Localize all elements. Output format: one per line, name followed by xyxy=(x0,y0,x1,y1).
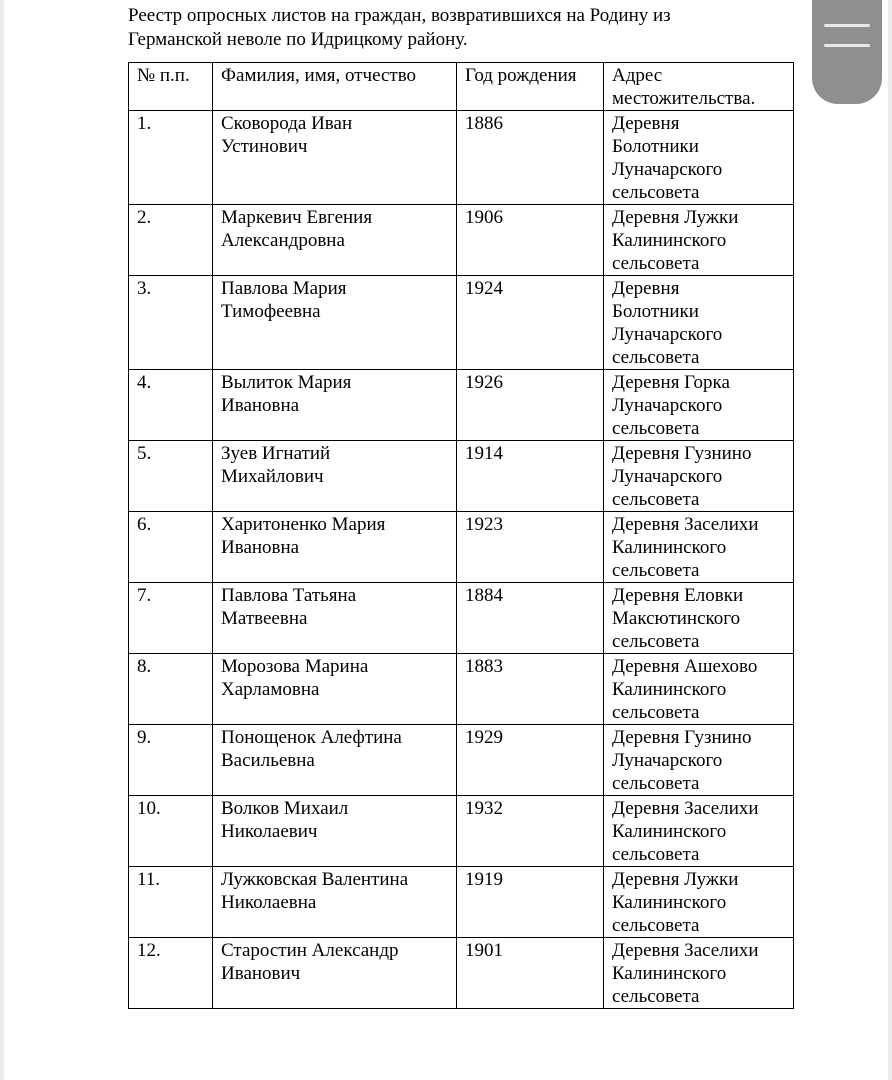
cell-name xyxy=(213,583,457,654)
name-line: Понощенок Алефтина xyxy=(221,727,402,748)
menu-button[interactable] xyxy=(812,0,882,104)
hamburger-menu-icon xyxy=(824,44,870,47)
cell-address xyxy=(604,111,794,205)
address-line: Деревня xyxy=(612,278,680,299)
address-line: Деревня Заселихи xyxy=(612,798,759,819)
name-line: Николаевич xyxy=(221,821,318,842)
cell-address xyxy=(604,583,794,654)
name-line: Вылиток Мария xyxy=(221,372,352,393)
cell-name xyxy=(213,205,457,276)
table-row xyxy=(129,370,794,441)
address-line: Деревня xyxy=(612,113,680,134)
address-line: сельсовета xyxy=(612,631,700,652)
cell-year: 1923 xyxy=(457,512,604,583)
address-line: Деревня Заселихи xyxy=(612,940,759,961)
address-line: Калининского xyxy=(612,963,727,984)
address-line: Луначарского xyxy=(612,750,723,771)
address-line: Калининского xyxy=(612,892,727,913)
title-line: Германской неволе по Идрицкому району. xyxy=(128,29,468,50)
table-row xyxy=(129,583,794,654)
cell-address xyxy=(604,867,794,938)
cell-year: 1901 xyxy=(457,938,604,1009)
cell-name xyxy=(213,276,457,370)
title-line: Реестр опросных листов на граждан, возвратившихся на Родину из xyxy=(128,5,671,26)
header-num: № п.п. xyxy=(129,63,213,111)
table-header-row xyxy=(129,63,794,111)
header-address xyxy=(604,63,794,111)
name-line: Павлова Татьяна xyxy=(221,585,357,606)
name-line: Морозова Марина xyxy=(221,656,369,677)
cell-name xyxy=(213,441,457,512)
name-line: Николаевна xyxy=(221,892,317,913)
cell-num: 12. xyxy=(129,938,213,1009)
cell-address xyxy=(604,370,794,441)
document-page xyxy=(4,0,888,1080)
address-line: сельсовета xyxy=(612,560,700,581)
cell-name xyxy=(213,725,457,796)
table-row xyxy=(129,111,794,205)
cell-num: 2. xyxy=(129,205,213,276)
cell-name xyxy=(213,111,457,205)
cell-num: 1. xyxy=(129,111,213,205)
cell-year: 1884 xyxy=(457,583,604,654)
cell-name xyxy=(213,938,457,1009)
table-row xyxy=(129,512,794,583)
name-line: Зуев Игнатий xyxy=(221,443,331,464)
name-line: Харламовна xyxy=(221,679,320,700)
table-row xyxy=(129,938,794,1009)
name-line: Матвеевна xyxy=(221,608,308,629)
cell-num: 5. xyxy=(129,441,213,512)
address-line: Луначарского xyxy=(612,324,723,345)
table-body xyxy=(129,111,794,1009)
name-line: Лужковская Валентина xyxy=(221,869,409,890)
cell-year: 1886 xyxy=(457,111,604,205)
address-line: сельсовета xyxy=(612,253,700,274)
cell-num: 3. xyxy=(129,276,213,370)
cell-num: 7. xyxy=(129,583,213,654)
name-line: Иванович xyxy=(221,963,301,984)
header-address-line: местожительства. xyxy=(612,88,756,109)
name-line: Михайлович xyxy=(221,466,324,487)
table-row xyxy=(129,725,794,796)
name-line: Устинович xyxy=(221,136,308,157)
cell-name xyxy=(213,796,457,867)
address-line: сельсовета xyxy=(612,182,700,203)
address-line: сельсовета xyxy=(612,489,700,510)
name-line: Васильевна xyxy=(221,750,315,771)
cell-address xyxy=(604,796,794,867)
address-line: Луначарского xyxy=(612,395,723,416)
cell-num: 4. xyxy=(129,370,213,441)
address-line: Деревня Ашехово xyxy=(612,656,758,677)
registry-table xyxy=(128,62,794,1009)
cell-num: 6. xyxy=(129,512,213,583)
address-line: Деревня Лужки xyxy=(612,207,739,228)
address-line: сельсовета xyxy=(612,915,700,936)
address-line: Деревня Гузнино xyxy=(612,443,752,464)
address-line: Калининского xyxy=(612,230,727,251)
address-line: сельсовета xyxy=(612,418,700,439)
cell-address xyxy=(604,654,794,725)
cell-year: 1926 xyxy=(457,370,604,441)
cell-name xyxy=(213,654,457,725)
name-line: Ивановна xyxy=(221,395,300,416)
address-line: Калининского xyxy=(612,679,727,700)
cell-num: 10. xyxy=(129,796,213,867)
address-line: сельсовета xyxy=(612,347,700,368)
table-row xyxy=(129,205,794,276)
address-line: Калининского xyxy=(612,821,727,842)
address-line: Калининского xyxy=(612,537,727,558)
address-line: Болотники xyxy=(612,301,699,322)
cell-address xyxy=(604,441,794,512)
table-row xyxy=(129,654,794,725)
header-address-line: Адрес xyxy=(612,65,663,86)
cell-year: 1919 xyxy=(457,867,604,938)
cell-num: 11. xyxy=(129,867,213,938)
address-line: сельсовета xyxy=(612,702,700,723)
cell-address xyxy=(604,512,794,583)
address-line: Деревня Заселихи xyxy=(612,514,759,535)
name-line: Харитоненко Мария xyxy=(221,514,386,535)
address-line: Деревня Гузнино xyxy=(612,727,752,748)
cell-year: 1932 xyxy=(457,796,604,867)
address-line: сельсовета xyxy=(612,844,700,865)
address-line: сельсовета xyxy=(612,986,700,1007)
table-row xyxy=(129,796,794,867)
address-line: сельсовета xyxy=(612,773,700,794)
name-line: Тимофеевна xyxy=(221,301,321,322)
cell-num: 8. xyxy=(129,654,213,725)
table-row xyxy=(129,867,794,938)
name-line: Старостин Александр xyxy=(221,940,399,961)
header-name: Фамилия, имя, отчество xyxy=(213,63,457,111)
name-line: Ивановна xyxy=(221,537,300,558)
header-year: Год рождения xyxy=(457,63,604,111)
document-title xyxy=(128,4,768,52)
name-line: Александровна xyxy=(221,230,345,251)
cell-address xyxy=(604,205,794,276)
cell-year: 1924 xyxy=(457,276,604,370)
name-line: Маркевич Евгения xyxy=(221,207,373,228)
cell-name xyxy=(213,370,457,441)
cell-year: 1883 xyxy=(457,654,604,725)
cell-name xyxy=(213,867,457,938)
address-line: Деревня Лужки xyxy=(612,869,739,890)
name-line: Волков Михаил xyxy=(221,798,349,819)
cell-num: 9. xyxy=(129,725,213,796)
table-row xyxy=(129,441,794,512)
cell-year: 1906 xyxy=(457,205,604,276)
cell-name xyxy=(213,512,457,583)
name-line: Павлова Мария xyxy=(221,278,347,299)
cell-year: 1929 xyxy=(457,725,604,796)
cell-address xyxy=(604,276,794,370)
address-line: Деревня Горка xyxy=(612,372,730,393)
address-line: Максютинского xyxy=(612,608,741,629)
address-line: Болотники xyxy=(612,136,699,157)
cell-year: 1914 xyxy=(457,441,604,512)
address-line: Деревня Еловки xyxy=(612,585,744,606)
table-row xyxy=(129,276,794,370)
address-line: Луначарского xyxy=(612,466,723,487)
address-line: Луначарского xyxy=(612,159,723,180)
hamburger-menu-icon xyxy=(824,24,870,27)
name-line: Сковорода Иван xyxy=(221,113,353,134)
cell-address xyxy=(604,938,794,1009)
cell-address xyxy=(604,725,794,796)
